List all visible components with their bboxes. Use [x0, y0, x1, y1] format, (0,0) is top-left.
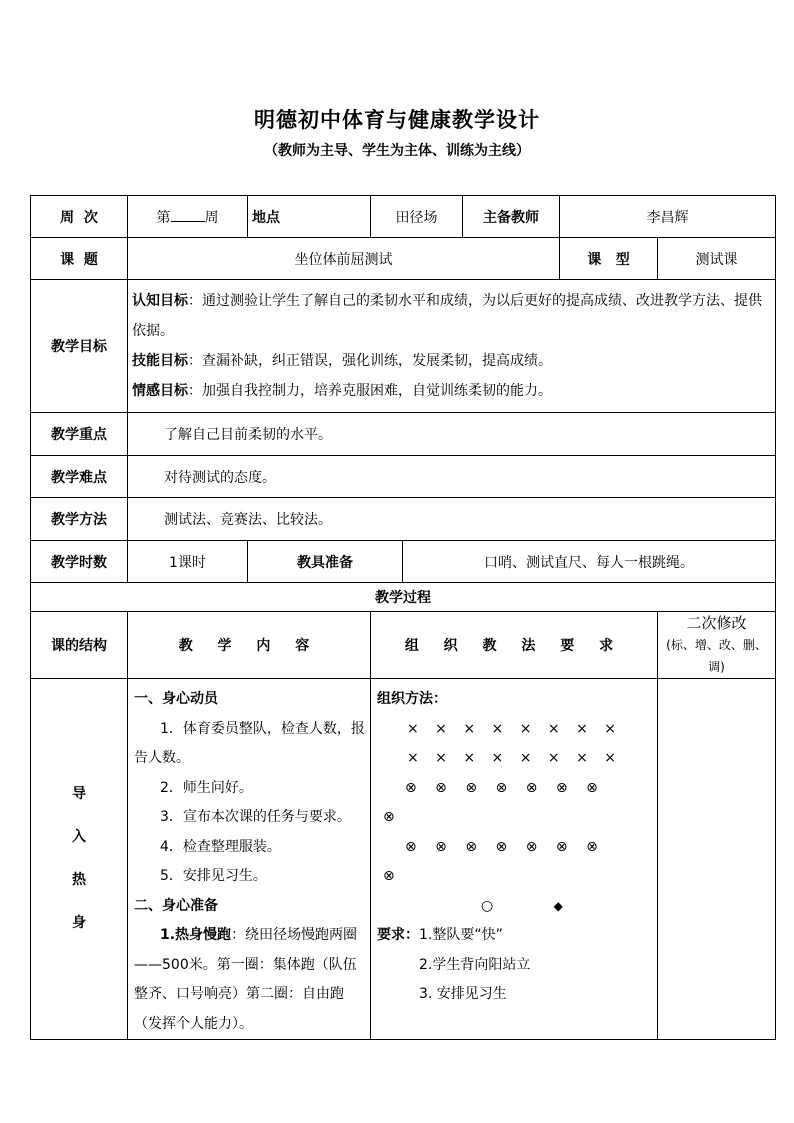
method-heading: 组织方法： [377, 691, 447, 707]
content-item: 5．安排见习生。 [160, 868, 267, 884]
requirement-1 [377, 921, 653, 951]
teacher-value: 李昌辉 [560, 196, 776, 238]
document-subtitle: （教师为主导、学生为主体、训练为主线） [264, 143, 530, 159]
formation-x-row: × × × × × × × × [407, 750, 622, 766]
row-column-headers [31, 612, 776, 679]
formation-o-tail: ⊗ [383, 809, 395, 825]
formation-o-row: ⊗ ⊗ ⊗ ⊗ ⊗ ⊗ ⊗ [405, 838, 598, 855]
objectives-content [128, 280, 776, 413]
col-structure: 课的结构 [31, 612, 128, 679]
col-content: 教 学 内 容 [128, 612, 371, 679]
location-label [248, 196, 371, 238]
section-char: 热 [72, 872, 86, 888]
formation-x-row: × × × × × × × × [407, 720, 622, 737]
week-value [128, 196, 248, 238]
cognitive-label: 认知目标 [132, 293, 188, 309]
lesson-type-value: 测试课 [658, 238, 776, 280]
skill-objective [132, 346, 771, 376]
row-process-title [31, 583, 776, 612]
row-objectives [31, 280, 776, 413]
document-title: 明德初中体育与健康教学设计 [254, 108, 540, 132]
warmup-content [128, 679, 371, 1040]
row-hours [31, 541, 776, 583]
lesson-type-label: 课 型 [560, 238, 658, 280]
equipment-label: 教具准备 [248, 541, 403, 583]
section-char: 入 [72, 829, 86, 845]
row-topic [31, 238, 776, 280]
process-title: 教学过程 [31, 583, 776, 612]
formation-o-tail: ⊗ [383, 868, 395, 884]
skill-text: ：查漏补缺，纠正错误，强化训练，发展柔韧，提高成绩。 [188, 353, 552, 369]
section-char: 身 [72, 915, 86, 931]
row-method [31, 498, 776, 541]
content-item: 4．检查整理服装。 [160, 838, 281, 855]
difficulty-value: 对待测试的态度。 [128, 456, 776, 498]
col-organization: 组 织 教 法 要 求 [371, 612, 658, 679]
part2-heading: 二、身心准备 [134, 897, 218, 914]
teacher-circle-icon: ○ [481, 897, 494, 914]
location-label-text: 地点 [252, 209, 280, 226]
row-warmup [31, 679, 776, 1040]
col-revision [658, 612, 776, 679]
week-label: 周 次 [31, 196, 128, 238]
part1-heading: 一、身心动员 [134, 691, 218, 707]
hours-value: 1课时 [128, 541, 248, 583]
lesson-plan-table [30, 195, 776, 1040]
diamond-icon: ◆ [553, 898, 563, 913]
location-value: 田径场 [371, 196, 463, 238]
revision-title: 二次修改 [686, 614, 747, 632]
requirement-2: 2.学生背向阳站立 [419, 956, 531, 973]
content-item: 3．宣布本次课的任务与要求。 [160, 809, 351, 825]
warmup-run [134, 921, 366, 1039]
section-warmup-label [31, 679, 128, 1040]
cognitive-text: ：通过测验让学生了解自己的柔韧水平和成绩，为以后更好的提高成绩、改进教学方法、提供依据。 [132, 293, 762, 339]
organization-content [371, 679, 658, 1040]
difficulty-label: 教学难点 [31, 456, 128, 498]
key-point-label: 教学重点 [31, 413, 128, 456]
topic-value: 坐位体前屈测试 [128, 238, 560, 280]
key-point-value: 了解自己目前柔韧的水平。 [128, 413, 776, 456]
cognitive-objective [132, 286, 771, 346]
req-label: 要求： [377, 927, 419, 943]
revision-sub: (标、增、改、删、调) [666, 638, 767, 674]
row-difficulty [31, 456, 776, 498]
method-value: 测试法、竞赛法、比较法。 [128, 498, 776, 541]
emotion-text: ：加强自我控制力，培养克服困难，自觉训练柔韧的能力。 [188, 383, 552, 399]
hours-label: 教学时数 [31, 541, 128, 583]
row-week [31, 196, 776, 238]
warmup-text: ：绕田径场慢跑两圈——500米。第一圈：集体跑（队伍整齐、口号响亮）第二圈：自由跑（发挥个人能力）。 [134, 927, 358, 1032]
week-blank [171, 207, 205, 222]
objectives-label: 教学目标 [31, 280, 128, 413]
skill-label: 技能目标 [132, 353, 188, 369]
equipment-value: 口哨、测试直尺、每人一根跳绳。 [403, 541, 776, 583]
content-item: 1．体育委员整队，检查人数，报告人数。 [134, 720, 365, 766]
topic-label: 课 题 [31, 238, 128, 280]
content-item: 2．师生问好。 [160, 779, 253, 796]
teacher-position-row [377, 892, 653, 922]
emotion-objective [132, 376, 771, 406]
requirement-3: 3. 安排见习生 [419, 986, 507, 1002]
method-label: 教学方法 [31, 498, 128, 541]
req-text: 1.整队要“快” [419, 927, 503, 943]
row-key-point [31, 413, 776, 456]
revision-cell[interactable] [658, 679, 776, 1040]
emotion-label: 情感目标 [132, 383, 188, 399]
section-char: 导 [72, 786, 86, 802]
week-suffix: 周 [204, 209, 219, 226]
teacher-label: 主备教师 [463, 196, 560, 238]
warmup-label: 1.热身慢跑 [160, 927, 232, 943]
formation-o-row: ⊗ ⊗ ⊗ ⊗ ⊗ ⊗ ⊗ [405, 779, 598, 796]
week-prefix: 第 [156, 209, 171, 226]
